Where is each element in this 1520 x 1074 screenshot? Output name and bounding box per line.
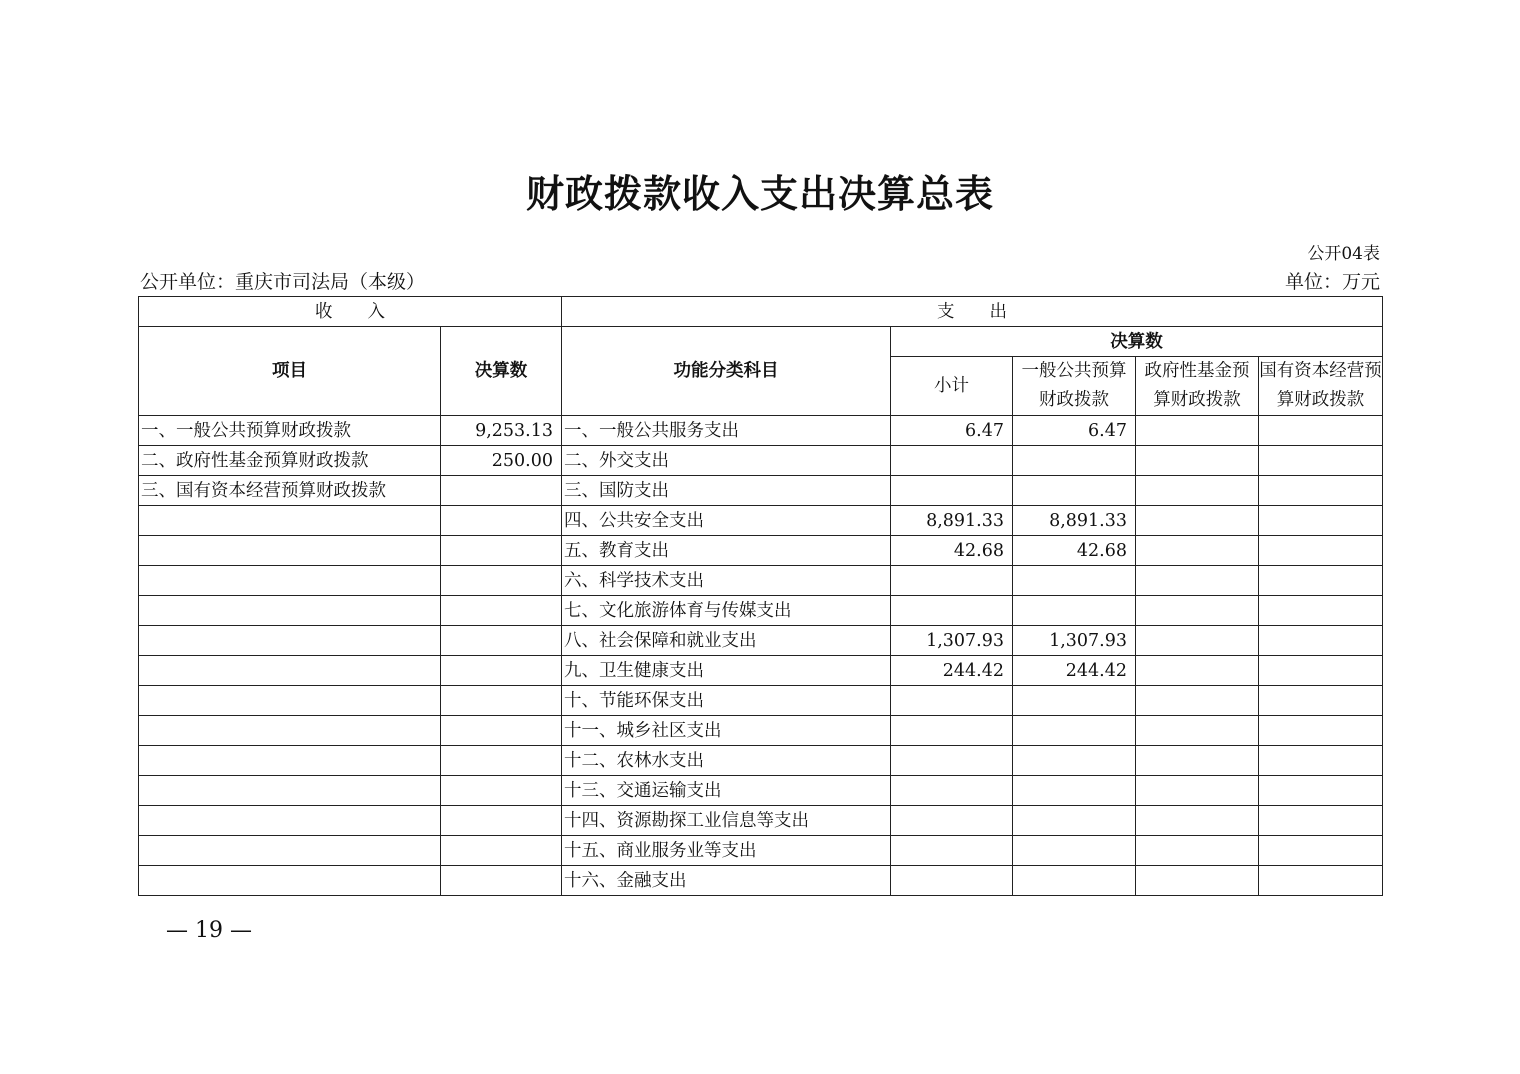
subtotal-cell xyxy=(891,776,1013,806)
general-cell xyxy=(1013,446,1136,476)
income-item-cell xyxy=(139,866,441,896)
expense-header: 支 出 xyxy=(562,297,1383,327)
func-cell: 十三、交通运输支出 xyxy=(562,776,891,806)
income-amount-cell xyxy=(441,836,562,866)
state-capital-cell xyxy=(1259,536,1383,566)
income-amount-cell xyxy=(441,716,562,746)
state-capital-cell xyxy=(1259,716,1383,746)
state-capital-cell xyxy=(1259,566,1383,596)
subtotal-cell: 6.47 xyxy=(891,416,1013,446)
general-cell: 6.47 xyxy=(1013,416,1136,446)
func-cell: 五、教育支出 xyxy=(562,536,891,566)
gov-fund-cell xyxy=(1136,566,1259,596)
subtotal-cell xyxy=(891,746,1013,776)
general-cell: 42.68 xyxy=(1013,536,1136,566)
income-item-cell xyxy=(139,716,441,746)
income-item-cell: 三、国有资本经营预算财政拨款 xyxy=(139,476,441,506)
gov-fund-cell xyxy=(1136,776,1259,806)
table-row xyxy=(139,416,1383,446)
income-header: 收 入 xyxy=(139,297,562,327)
gov-fund-cell xyxy=(1136,476,1259,506)
col-gov-fund-header: 政府性基金预算财政拨款 xyxy=(1136,357,1259,416)
subtotal-cell xyxy=(891,476,1013,506)
gov-fund-cell xyxy=(1136,836,1259,866)
form-code: 公开04表 xyxy=(1307,244,1380,264)
col-func-header: 功能分类科目 xyxy=(562,327,891,416)
table-row xyxy=(139,596,1383,626)
col-subtotal-header: 小计 xyxy=(891,357,1013,416)
func-cell: 二、外交支出 xyxy=(562,446,891,476)
income-amount-cell xyxy=(441,746,562,776)
income-amount-cell xyxy=(441,566,562,596)
income-amount-cell xyxy=(441,656,562,686)
col-state-capital-header: 国有资本经营预算财政拨款 xyxy=(1259,357,1383,416)
func-cell: 四、公共安全支出 xyxy=(562,506,891,536)
subtotal-cell: 8,891.33 xyxy=(891,506,1013,536)
gov-fund-cell xyxy=(1136,446,1259,476)
gov-fund-cell xyxy=(1136,596,1259,626)
income-item-cell xyxy=(139,536,441,566)
income-item-cell xyxy=(139,776,441,806)
income-amount-cell xyxy=(441,596,562,626)
subtotal-cell: 42.68 xyxy=(891,536,1013,566)
func-cell: 十六、金融支出 xyxy=(562,866,891,896)
general-cell: 8,891.33 xyxy=(1013,506,1136,536)
income-item-cell xyxy=(139,506,441,536)
subtotal-cell xyxy=(891,566,1013,596)
table-row xyxy=(139,566,1383,596)
subtotal-cell: 1,307.93 xyxy=(891,626,1013,656)
income-amount-cell xyxy=(441,476,562,506)
state-capital-cell xyxy=(1259,626,1383,656)
general-cell xyxy=(1013,776,1136,806)
general-cell xyxy=(1013,866,1136,896)
subtotal-cell xyxy=(891,806,1013,836)
page-title: 财政拨款收入支出决算总表 xyxy=(525,171,994,216)
state-capital-cell xyxy=(1259,866,1383,896)
income-item-cell: 二、政府性基金预算财政拨款 xyxy=(139,446,441,476)
general-cell xyxy=(1013,746,1136,776)
col-amount-header: 决算数 xyxy=(441,327,562,416)
general-cell xyxy=(1013,596,1136,626)
gov-fund-cell xyxy=(1136,506,1259,536)
subtotal-cell xyxy=(891,596,1013,626)
gov-fund-cell xyxy=(1136,716,1259,746)
income-item-cell xyxy=(139,836,441,866)
budget-table xyxy=(138,296,1383,896)
table-row xyxy=(139,656,1383,686)
table-row xyxy=(139,746,1383,776)
table-row xyxy=(139,476,1383,506)
income-amount-cell xyxy=(441,686,562,716)
unit-label: 单位：万元 xyxy=(1284,271,1380,293)
table-row xyxy=(139,446,1383,476)
income-amount-cell xyxy=(441,776,562,806)
func-cell: 十五、商业服务业等支出 xyxy=(562,836,891,866)
func-cell: 七、文化旅游体育与传媒支出 xyxy=(562,596,891,626)
income-item-cell xyxy=(139,686,441,716)
general-cell xyxy=(1013,566,1136,596)
table-row xyxy=(139,536,1383,566)
col-item-header: 项目 xyxy=(139,327,441,416)
table-row xyxy=(139,806,1383,836)
state-capital-cell xyxy=(1259,686,1383,716)
func-cell: 十二、农林水支出 xyxy=(562,746,891,776)
income-amount-cell: 9,253.13 xyxy=(441,416,562,446)
table-row xyxy=(139,626,1383,656)
page-number: — 19 — xyxy=(166,918,252,943)
col-final-group-header: 决算数 xyxy=(891,327,1383,357)
state-capital-cell xyxy=(1259,836,1383,866)
func-cell: 十四、资源勘探工业信息等支出 xyxy=(562,806,891,836)
gov-fund-cell xyxy=(1136,416,1259,446)
col-general-header: 一般公共预算财政拨款 xyxy=(1013,357,1136,416)
func-cell: 八、社会保障和就业支出 xyxy=(562,626,891,656)
income-amount-cell xyxy=(441,866,562,896)
income-item-cell xyxy=(139,746,441,776)
func-cell: 九、卫生健康支出 xyxy=(562,656,891,686)
gov-fund-cell xyxy=(1136,866,1259,896)
income-amount-cell xyxy=(441,806,562,836)
income-amount-cell xyxy=(441,506,562,536)
income-item-cell: 一、一般公共预算财政拨款 xyxy=(139,416,441,446)
subtotal-cell xyxy=(891,686,1013,716)
general-cell xyxy=(1013,806,1136,836)
subtotal-cell xyxy=(891,836,1013,866)
state-capital-cell xyxy=(1259,806,1383,836)
state-capital-cell xyxy=(1259,506,1383,536)
table-row xyxy=(139,866,1383,896)
general-cell xyxy=(1013,836,1136,866)
func-cell: 三、国防支出 xyxy=(562,476,891,506)
subtotal-cell xyxy=(891,716,1013,746)
gov-fund-cell xyxy=(1136,806,1259,836)
func-cell: 十一、城乡社区支出 xyxy=(562,716,891,746)
state-capital-cell xyxy=(1259,476,1383,506)
income-item-cell xyxy=(139,656,441,686)
gov-fund-cell xyxy=(1136,686,1259,716)
gov-fund-cell xyxy=(1136,746,1259,776)
func-cell: 一、一般公共服务支出 xyxy=(562,416,891,446)
subtotal-cell xyxy=(891,446,1013,476)
organization-label: 公开单位：重庆市司法局（本级） xyxy=(140,271,426,293)
general-cell: 244.42 xyxy=(1013,656,1136,686)
income-item-cell xyxy=(139,806,441,836)
income-amount-cell xyxy=(441,536,562,566)
income-item-cell xyxy=(139,566,441,596)
income-item-cell xyxy=(139,596,441,626)
table-row xyxy=(139,716,1383,746)
income-item-cell xyxy=(139,626,441,656)
general-cell xyxy=(1013,476,1136,506)
income-amount-cell xyxy=(441,626,562,656)
table-row xyxy=(139,836,1383,866)
gov-fund-cell xyxy=(1136,656,1259,686)
func-cell: 六、科学技术支出 xyxy=(562,566,891,596)
subtotal-cell xyxy=(891,866,1013,896)
func-cell: 十、节能环保支出 xyxy=(562,686,891,716)
table-row xyxy=(139,506,1383,536)
state-capital-cell xyxy=(1259,596,1383,626)
state-capital-cell xyxy=(1259,776,1383,806)
income-amount-cell: 250.00 xyxy=(441,446,562,476)
table-row xyxy=(139,686,1383,716)
general-cell xyxy=(1013,686,1136,716)
gov-fund-cell xyxy=(1136,536,1259,566)
state-capital-cell xyxy=(1259,656,1383,686)
table-row xyxy=(139,776,1383,806)
general-cell: 1,307.93 xyxy=(1013,626,1136,656)
subtotal-cell: 244.42 xyxy=(891,656,1013,686)
general-cell xyxy=(1013,716,1136,746)
state-capital-cell xyxy=(1259,416,1383,446)
state-capital-cell xyxy=(1259,446,1383,476)
state-capital-cell xyxy=(1259,746,1383,776)
gov-fund-cell xyxy=(1136,626,1259,656)
